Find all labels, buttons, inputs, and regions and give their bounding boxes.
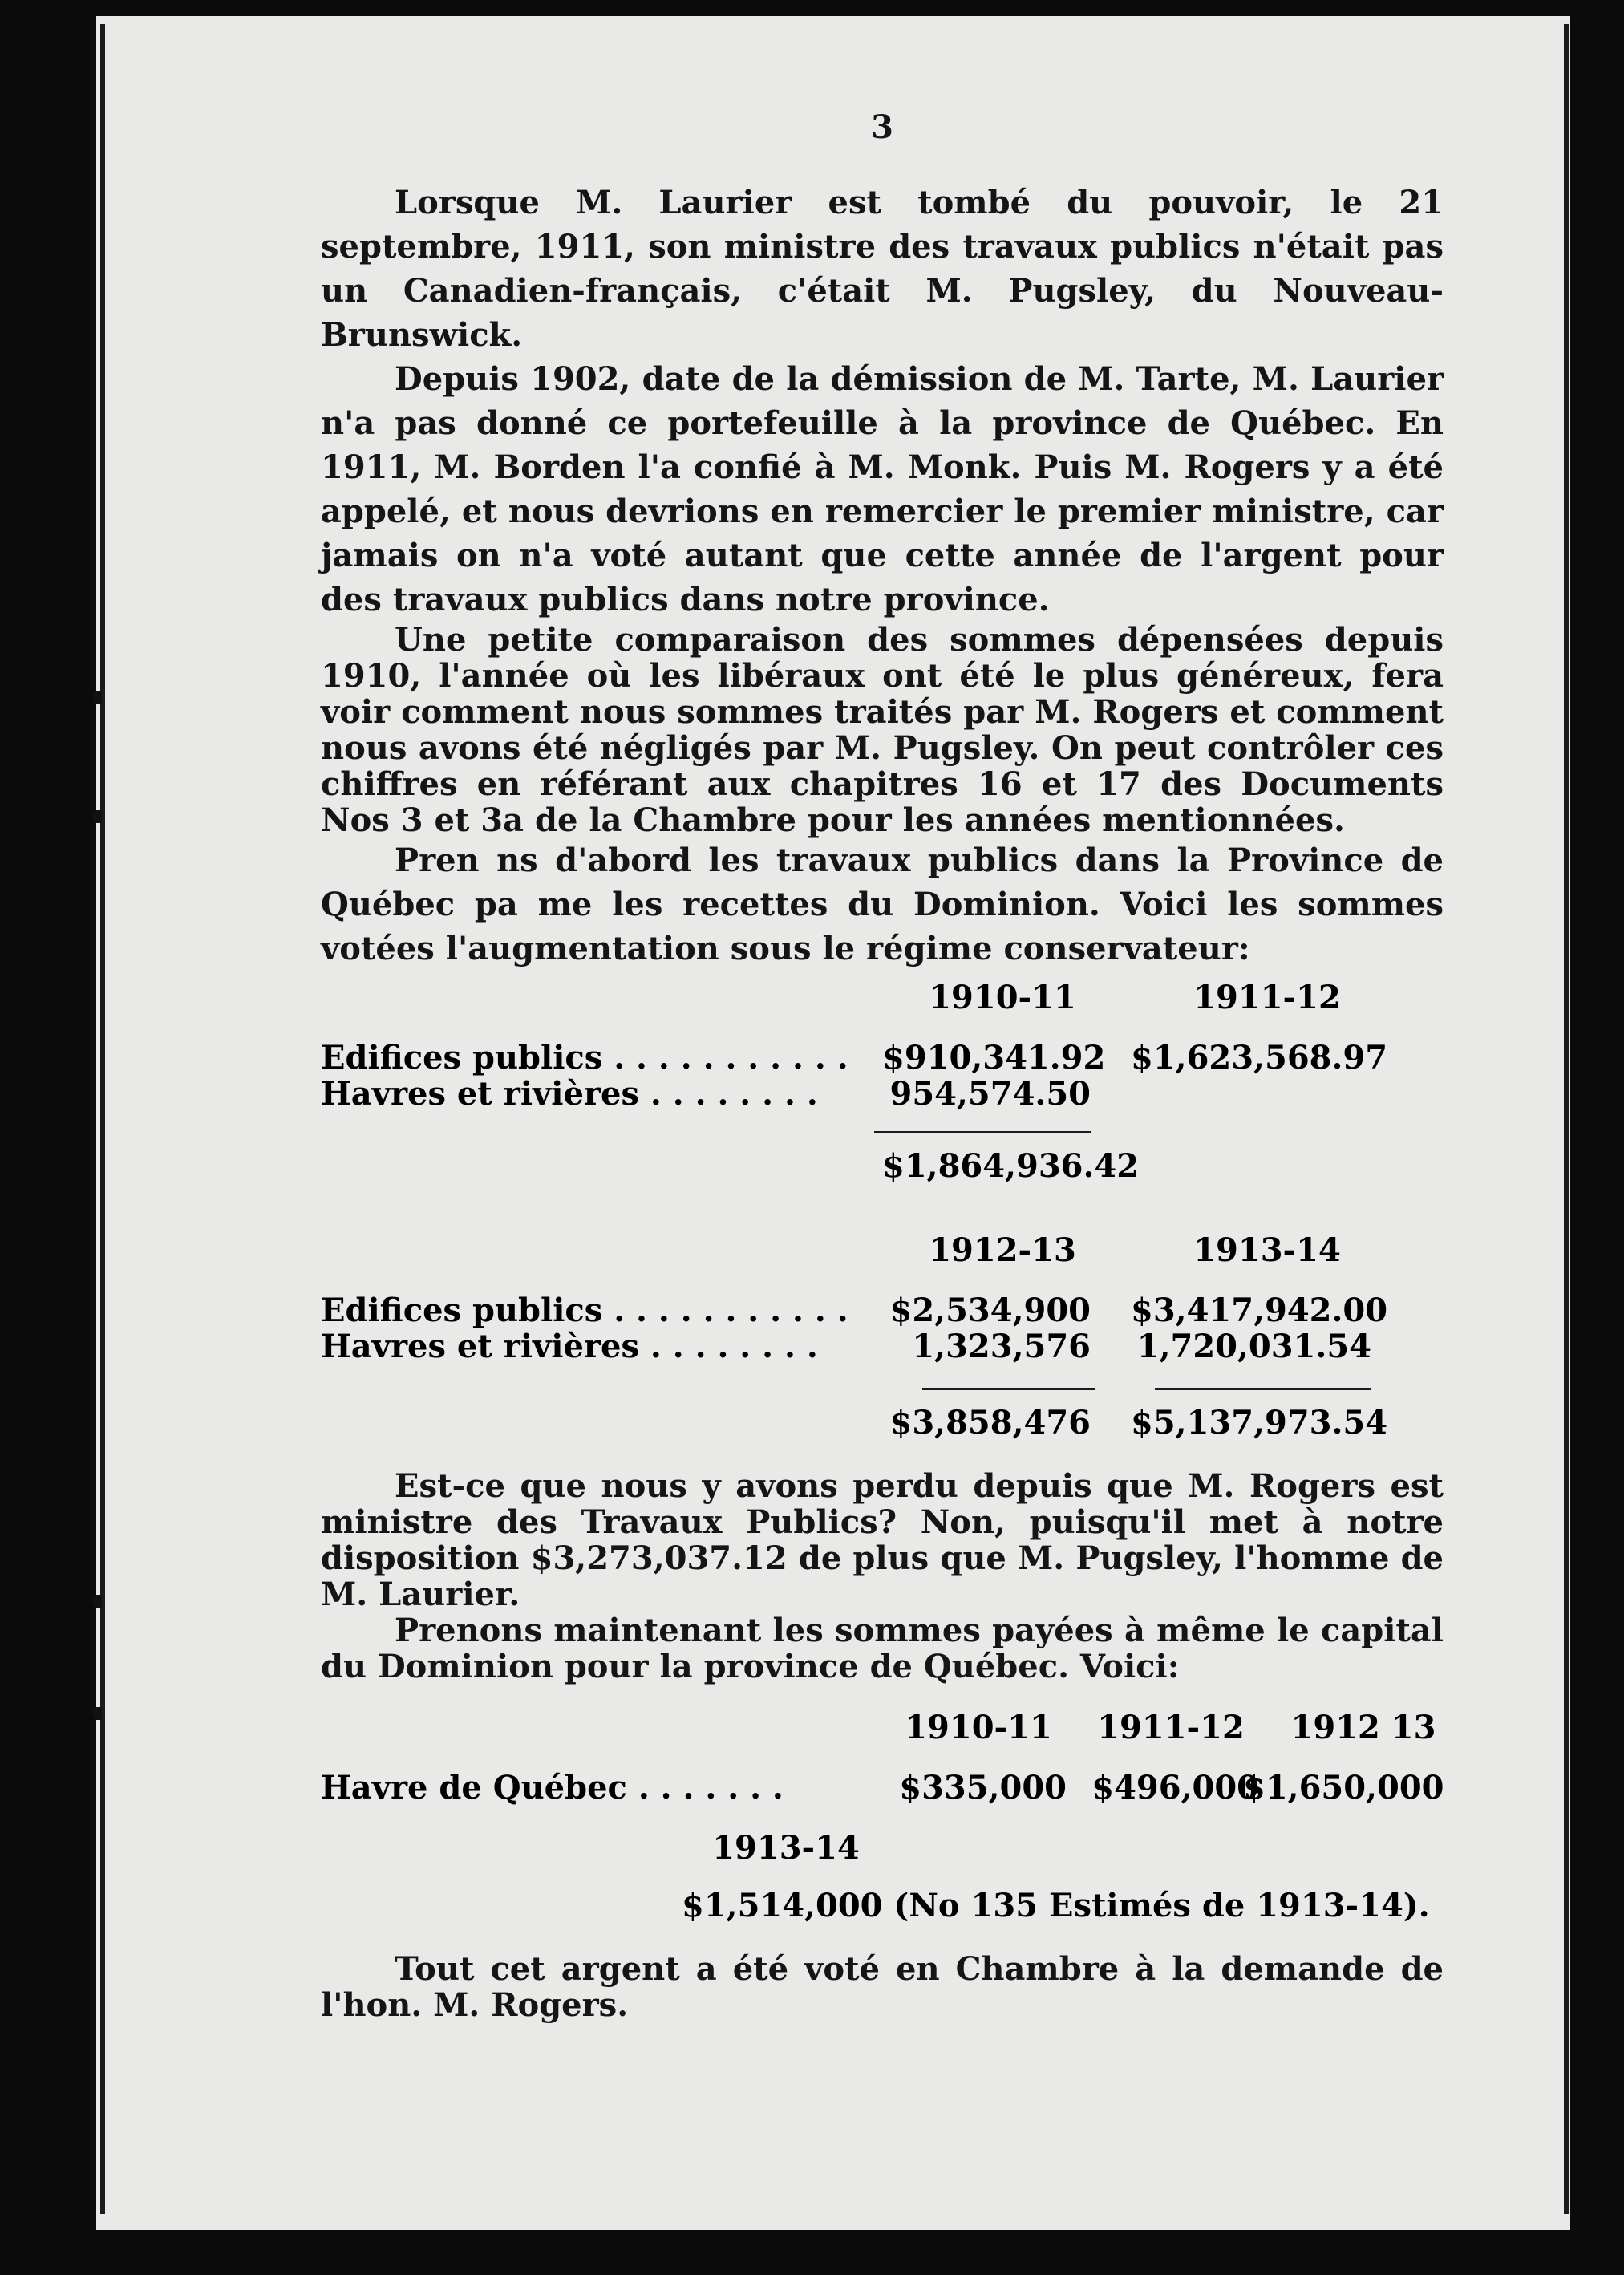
table-1910-1912: [321, 979, 1444, 1203]
intro-paragraphs: [321, 180, 1444, 971]
table-cell: $335,000: [899, 1769, 1067, 1807]
table-havre-de-quebec: [321, 1709, 1444, 1941]
row-label: Edifices publics . . . . . . . . . . .: [321, 1039, 848, 1077]
table-cell: $2,534,900: [889, 1292, 1091, 1329]
table-cell: $3,417,942.00: [1131, 1292, 1388, 1329]
paragraph: Est-ce que nous y avons perdu depuis que M. Rogers est ministre des Travaux Publics? Non, puisqu'il met à notre disposition $3,273,037.12 de plus que M. Pugsley, l'homme de M. Laurier.: [321, 1467, 1444, 1613]
column-header: 1911-12: [1193, 979, 1341, 1016]
table-1912-1914: [321, 1231, 1444, 1456]
table-cell: $1,623,568.97: [1131, 1039, 1388, 1077]
column-header: 1910-11: [905, 1709, 1052, 1746]
sum-rule: [922, 1388, 1095, 1390]
binding-mark: [92, 1595, 102, 1608]
page-number: 3: [871, 108, 893, 146]
column-header: 1911-12: [1097, 1709, 1245, 1746]
column-header: 1912-13: [929, 1231, 1076, 1269]
paragraph: Une petite comparaison des sommes dépensées depuis 1910, l'année où les libéraux ont été le plus généreux, fera voir comment nous sommes traités par M. Rogers et comment nous avons été négligés par M. Pugsley. On peut contrôler ces chiffres en référant aux chapitres 16 et 17 des Documents Nos 3 et 3a de la Chambre pour les années mentionnées.: [321, 621, 1444, 839]
closing-paragraph: [321, 1951, 1444, 2023]
table-total: $3,858,476: [889, 1404, 1091, 1442]
column-header: 1913-14: [712, 1829, 860, 1867]
table-cell: $496,000: [1091, 1769, 1259, 1807]
binding-mark: [92, 691, 102, 704]
table-cell: 1,720,031.54: [1136, 1328, 1371, 1365]
sum-rule: [1155, 1388, 1371, 1390]
binding-mark: [92, 810, 102, 823]
table-total: $5,137,973.54: [1131, 1404, 1388, 1442]
paragraph: Prenons maintenant les sommes payées à même le capital du Dominion pour la province de Québec. Voici:: [321, 1612, 1444, 1685]
row-label: Edifices publics . . . . . . . . . . .: [321, 1292, 848, 1329]
row-label: Havre de Québec . . . . . . .: [321, 1769, 784, 1807]
paragraph: Depuis 1902, date de la démission de M. Tarte, M. Laurier n'a pas donné ce portefeuille à la province de Québec. En 1911, M. Borden l'a confié à M. Monk. Puis M. Rogers y a été appelé, et nous devrions en remercier le premier ministre, car jamais on n'a voté autant que cette année de l'argent pour des travaux publics dans notre province.: [321, 360, 1444, 618]
middle-paragraphs: [321, 1468, 1444, 1685]
row-label: Havres et rivières . . . . . . . .: [321, 1075, 818, 1113]
table-cell: $910,341.92: [882, 1039, 1106, 1077]
column-header: 1913-14: [1193, 1231, 1341, 1269]
table-cell: $1,514,000 (No 135 Estimés de 1913-14).: [682, 1887, 1430, 1924]
paragraph: Lorsque M. Laurier est tombé du pouvoir, le 21 septembre, 1911, son ministre des travaux publics n'était pas un Canadien-français, c'était M. Pugsley, du Nouveau-Brunswick.: [321, 184, 1444, 354]
table-cell: $1,650,000: [1243, 1769, 1444, 1807]
right-edge-line: [1564, 24, 1569, 2214]
paragraph: Tout cet argent a été voté en Chambre à la demande de l'hon. M. Rogers.: [321, 1950, 1444, 2024]
column-header: 1910-11: [929, 979, 1076, 1016]
sum-rule: [874, 1131, 1091, 1133]
table-total: $1,864,936.42: [882, 1147, 1140, 1185]
table-cell: 954,574.50: [889, 1075, 1091, 1113]
row-label: Havres et rivières . . . . . . . .: [321, 1328, 818, 1365]
paragraph: Pren ns d'abord les travaux publics dans la Province de Québec pa me les recettes du Dominion. Voici les sommes votées l'augmentation sous le régime conservateur:: [321, 841, 1444, 967]
table-cell: 1,323,576: [912, 1328, 1091, 1365]
column-header: 1912 13: [1290, 1709, 1436, 1746]
binding-edge-line: [100, 24, 105, 2214]
binding-mark: [92, 1707, 102, 1720]
